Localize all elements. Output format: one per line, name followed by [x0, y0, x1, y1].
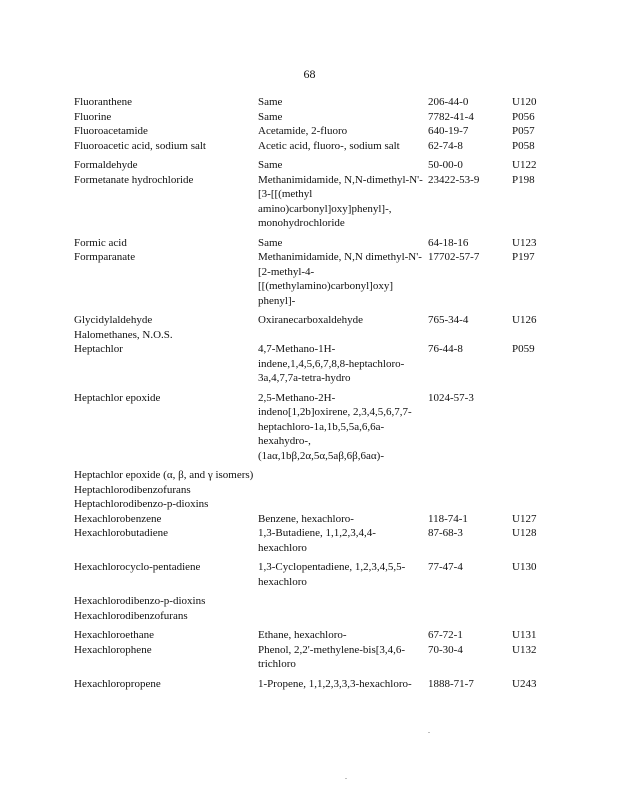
chemical-name: Glycidylaldehyde [74, 314, 153, 326]
table-row [74, 139, 554, 154]
cas-number: 640-19-7 [428, 125, 469, 137]
chemical-name: Formic acid [74, 236, 127, 249]
cas-number: 87-68-3 [428, 527, 463, 539]
chemical-name: Heptachlor epoxide [74, 391, 161, 404]
chemical-synonym: 1,3-Butadiene, 1,1,2,3,4,4-hexachloro [258, 527, 376, 554]
table-row [74, 497, 554, 512]
cas-number: 118-74-1 [428, 512, 468, 525]
cas-number: 17702-57-7 [428, 251, 480, 263]
chemical-name: Fluoroacetic acid, sodium salt [74, 139, 206, 152]
table-row [74, 173, 554, 231]
cas-number: 70-30-4 [428, 643, 463, 656]
waste-code: P059 [512, 343, 535, 355]
cas-number: 77-47-4 [428, 561, 463, 573]
chemical-synonym: Oxiranecarboxaldehyde [258, 314, 364, 326]
chemical-name: Formaldehyde [74, 159, 138, 171]
chemical-name: Hexachlorobenzene [74, 512, 162, 525]
waste-code: U130 [512, 561, 537, 573]
chemical-synonym: Same [258, 159, 283, 171]
chemical-name: Hexachlorodibenzo-p-dioxins [74, 595, 206, 607]
cas-number: 50-00-0 [428, 159, 463, 171]
chemical-name: Formetanate hydrochloride [74, 173, 194, 186]
chemical-name: Hexachloropropene [74, 677, 161, 690]
chemical-synonym: Ethane, hexachloro- [258, 629, 347, 641]
chemical-synonym: Phenol, 2,2'-methylene-bis[3,4,6-trichloro [258, 643, 406, 670]
chemical-name: Formparanate [74, 251, 136, 263]
chemical-name: Halomethanes, N.O.S. [74, 328, 173, 341]
table-row [74, 512, 554, 527]
waste-code: P057 [512, 125, 535, 137]
chemical-synonym: Same [258, 236, 283, 249]
chemical-synonym: Same [258, 110, 283, 123]
waste-code: U131 [512, 629, 537, 641]
table-row [74, 594, 554, 609]
chemical-name: Heptachlorodibenzofurans [74, 483, 191, 496]
waste-code: U243 [512, 677, 537, 690]
chemical-synonym: Benzene, hexachloro- [258, 512, 354, 525]
cas-number: 62-74-8 [428, 139, 463, 152]
waste-code: U127 [512, 512, 537, 525]
table-row [74, 391, 554, 464]
chemical-name: Fluoranthene [74, 96, 133, 108]
waste-code: U122 [512, 159, 537, 171]
table-row [74, 110, 554, 125]
cas-number: 1024-57-3 [428, 391, 474, 404]
waste-code: P056 [512, 110, 535, 123]
waste-code: U126 [512, 314, 537, 326]
table-row [74, 328, 554, 343]
chemical-synonym: 2,5-Methano-2H-indeno[1,2b]oxirene, 2,3,4,5,6,7,7-heptachloro-1a,1b,5,5a,6,6a-hexahydro-, (1aα,1bβ,2α,5α,5aβ,6β,6aα)- [258, 391, 412, 462]
chemical-synonym: Acetamide, 2-fluoro [258, 125, 348, 137]
chemical-synonym: Methanimidamide, N,N-dimethyl-N'-[3-[[(methyl amino)carbonyl]oxy]phenyl]-, monohydrochloride [258, 173, 423, 229]
chemical-synonym: 1-Propene, 1,1,2,3,3,3-hexachloro- [258, 677, 412, 690]
chemical-name: Fluoroacetamide [74, 125, 148, 137]
table-row [74, 236, 554, 251]
chemical-name: Fluorine [74, 110, 112, 123]
table-row [74, 677, 554, 692]
cas-number: 67-72-1 [428, 629, 463, 641]
chemical-name: Hexachlorodibenzofurans [74, 609, 188, 622]
page-number: 68 [303, 67, 316, 81]
table-row [74, 526, 554, 555]
waste-table [74, 95, 554, 691]
waste-code: P198 [512, 173, 535, 186]
table-row [74, 643, 554, 672]
waste-code: U128 [512, 527, 537, 539]
chemical-name: Hexachlorobutadiene [74, 527, 169, 539]
cas-number: 1888-71-7 [428, 677, 474, 690]
table-row [74, 628, 554, 643]
chemical-synonym: 1,3-Cyclopentadiene, 1,2,3,4,5,5-hexachloro [258, 561, 406, 588]
cas-number: 64-18-16 [428, 236, 469, 249]
cas-number: 206-44-0 [428, 96, 469, 108]
chemical-name: Heptachlorodibenzo-p-dioxins [74, 498, 209, 510]
chemical-name: Hexachlorocyclo-pentadiene [74, 561, 201, 573]
chemical-name: Heptachlor epoxide (α, β, and γ isomers) [74, 469, 254, 481]
chemical-synonym: 4,7-Methano-1H-indene,1,4,5,6,7,8,8-heptachloro-3a,4,7,7a-tetra-hydro [258, 343, 405, 384]
cas-number: 76-44-8 [428, 343, 463, 355]
cas-number: 7782-41-4 [428, 110, 474, 123]
table-row [74, 313, 554, 328]
cas-number: 765-34-4 [428, 314, 469, 326]
scan-speck: . [428, 726, 430, 735]
scan-speck: . [345, 772, 347, 781]
cas-number: 23422-53-9 [428, 173, 480, 186]
waste-code: U123 [512, 236, 537, 249]
table-row [74, 609, 554, 624]
chemical-name: Heptachlor [74, 343, 123, 355]
chemical-synonym: Acetic acid, fluoro-, sodium salt [258, 139, 400, 152]
chemical-name: Hexachloroethane [74, 629, 155, 641]
waste-code: P058 [512, 139, 535, 152]
waste-code: U132 [512, 643, 537, 656]
table-row [74, 250, 554, 308]
table-row [74, 158, 554, 173]
table-row [74, 560, 554, 589]
table-row [74, 468, 554, 483]
table-row [74, 342, 554, 386]
table-row [74, 124, 554, 139]
waste-code: U120 [512, 96, 537, 108]
table-row [74, 95, 554, 110]
chemical-synonym: Methanimidamide, N,N dimethyl-N'-[2-methyl-4-[[(methylamino)carbonyl]oxy] phenyl]- [258, 251, 422, 307]
chemical-name: Hexachlorophene [74, 643, 152, 656]
table-row [74, 483, 554, 498]
chemical-synonym: Same [258, 96, 283, 108]
waste-code: P197 [512, 251, 535, 263]
